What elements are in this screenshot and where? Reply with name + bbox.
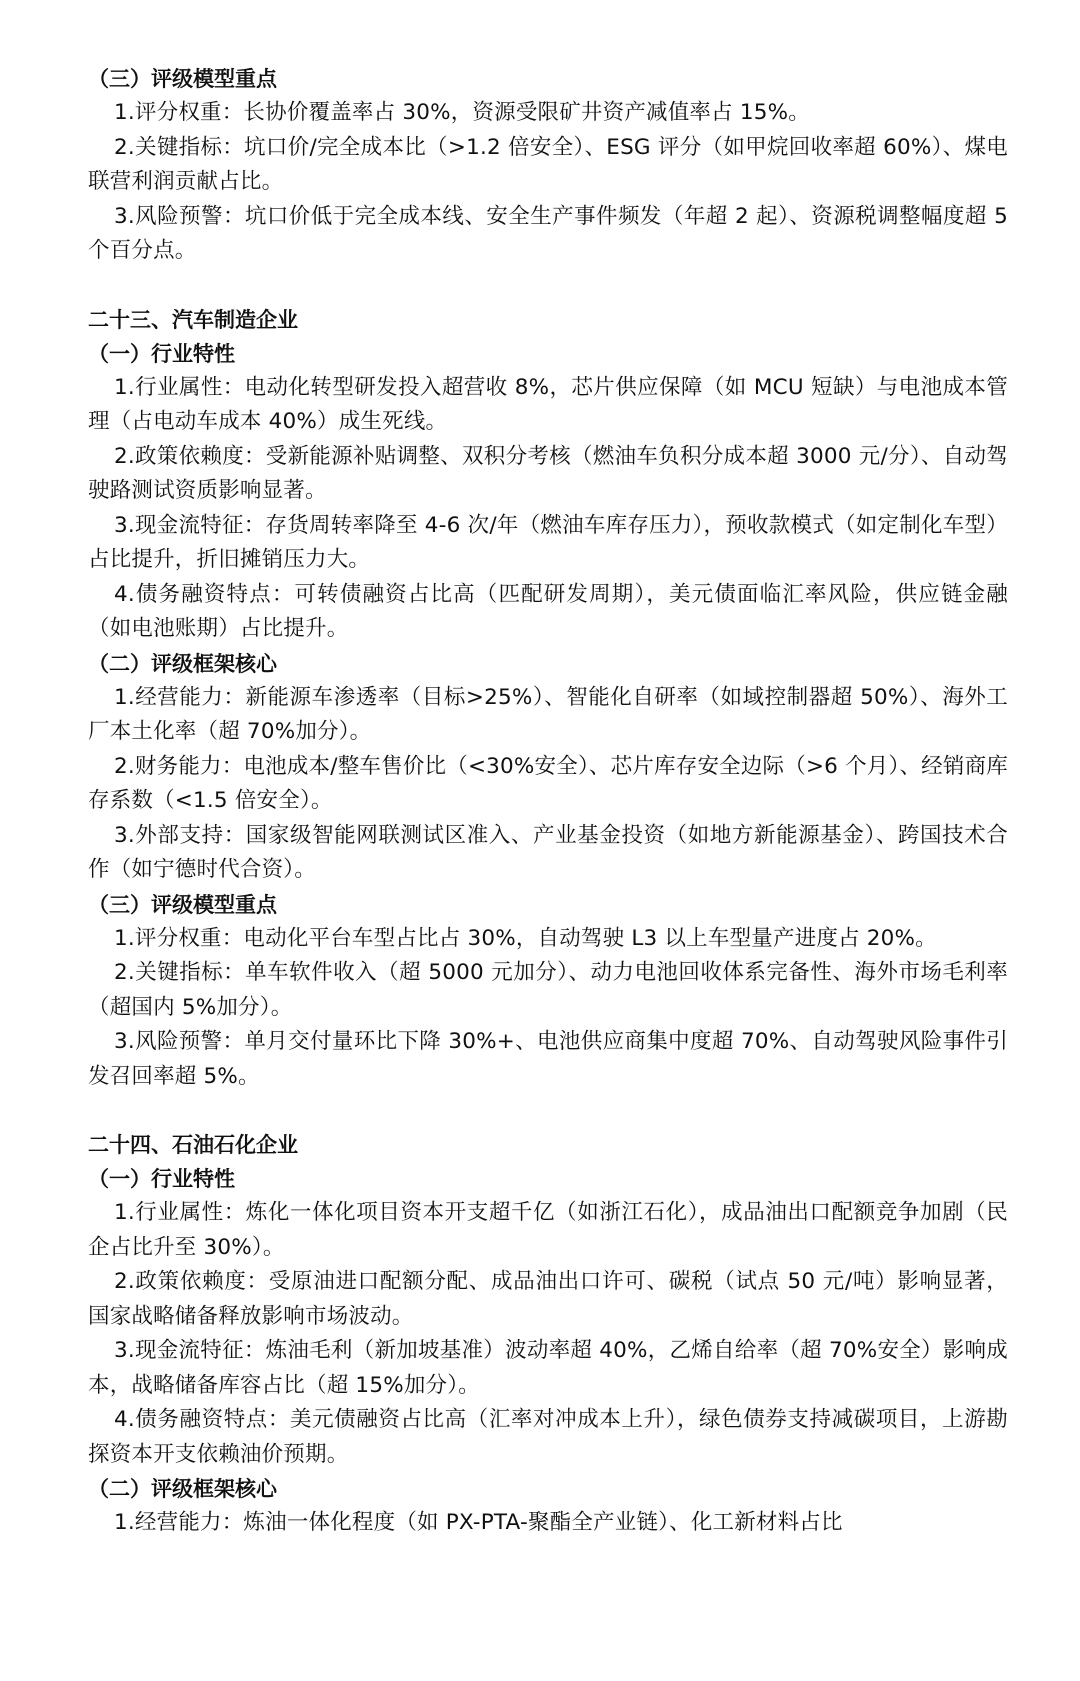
paragraph: 1.经营能力：新能源车渗透率（目标>25%）、智能化自研率（如域控制器超 50%）、海外工厂本土化率（超 70%加分）。 (88, 684, 1008, 744)
paragraph: 1.经营能力：炼油一体化程度（如 PX-PTA-聚酯全产业链）、化工新材料占比 (114, 1510, 843, 1535)
rating-model-block-coal (88, 62, 1008, 269)
section-auto-manufacturing (88, 303, 1008, 1095)
paragraph: 1.行业属性：电动化转型研发投入超营收 8%，芯片供应保障（如 MCU 短缺）与电池成本管理（占电动车成本 40%）成生死线。 (88, 374, 1008, 434)
subsection-heading: （二）评级框架核心 (88, 1477, 277, 1501)
subsection-heading: （一）行业特性 (88, 1167, 235, 1191)
subsection-heading: （三）评级模型重点 (88, 67, 277, 91)
section-petrochemical (88, 1128, 1008, 1541)
paragraph: 3.现金流特征：存货周转率降至 4-6 次/年（燃油车库存压力），预收款模式（如定制化车型）占比提升，折旧摊销压力大。 (88, 512, 1008, 572)
paragraph: 2.关键指标：坑口价/完全成本比（>1.2 倍安全）、ESG 评分（如甲烷回收率超 60%）、煤电联营利润贡献占比。 (88, 134, 1008, 194)
paragraph: 2.关键指标：单车软件收入（超 5000 元加分）、动力电池回收体系完备性、海外市场毛利率（超国内 5%加分）。 (88, 960, 1008, 1020)
subsection-heading: （二）评级框架核心 (88, 651, 277, 676)
paragraph: 3.现金流特征：炼油毛利（新加坡基准）波动率超 40%，乙烯自给率（超 70%安全）影响成本，战略储备库容占比（超 15%加分）。 (88, 1338, 1008, 1398)
subsection-heading: （三）评级模型重点 (88, 892, 277, 917)
paragraph: 3.风险预警：单月交付量环比下降 30%+、电池供应商集中度超 70%、自动驾驶风险事件引发召回率超 5%。 (88, 1029, 1008, 1089)
paragraph: 1.行业属性：炼化一体化项目资本开支超千亿（如浙江石化），成品油出口配额竞争加剧（民企占比升至 30%）。 (88, 1200, 1008, 1260)
paragraph: 4.债务融资特点：美元债融资占比高（汇率对冲成本上升），绿色债券支持减碳项目，上游勘探资本开支依赖油价预期。 (88, 1407, 1008, 1467)
paragraph: 2.政策依赖度：受原油进口配额分配、成品油出口许可、碳税（试点 50 元/吨）影响显著，国家战略储备释放影响市场波动。 (88, 1269, 1008, 1329)
paragraph: 4.债务融资特点：可转债融资占比高（匹配研发周期），美元债面临汇率风险，供应链金融（如电池账期）占比提升。 (88, 581, 1008, 641)
paragraph: 1.评分权重：电动化平台车型占比占 30%，自动驾驶 L3 以上车型量产进度占 20%。 (114, 925, 937, 951)
paragraph: 2.政策依赖度：受新能源补贴调整、双积分考核（燃油车负积分成本超 3000 元/分）、自动驾驶路测试资质影响显著。 (88, 443, 1008, 503)
document-page (88, 62, 1008, 1541)
paragraph: 3.风险预警：坑口价低于完全成本线、安全生产事件频发（年超 2 起）、资源税调整幅度超 5 个百分点。 (88, 203, 1008, 263)
subsection-heading: （一）行业特性 (88, 341, 235, 366)
paragraph: 2.财务能力：电池成本/整车售价比（<30%安全）、芯片库存安全边际（>6 个月）、经销商库存系数（<1.5 倍安全）。 (88, 753, 1008, 813)
section-title: 二十四、石油石化企业 (88, 1133, 298, 1157)
section-title: 二十三、汽车制造企业 (88, 307, 298, 332)
paragraph: 1.评分权重：长协价覆盖率占 30%，资源受限矿井资产减值率占 15%。 (114, 100, 810, 125)
paragraph: 3.外部支持：国家级智能网联测试区准入、产业基金投资（如地方新能源基金）、跨国技术合作（如宁德时代合资）。 (88, 822, 1008, 882)
